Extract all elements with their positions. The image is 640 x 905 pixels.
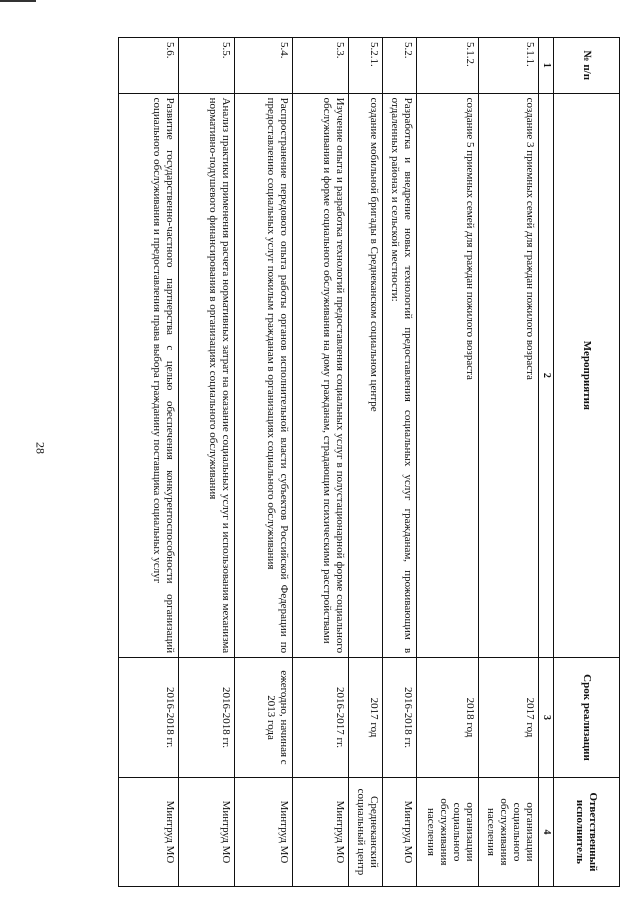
table-row (293, 38, 349, 887)
page-number: 28 (33, 442, 48, 454)
column-index: 1 (539, 38, 554, 94)
table-row (349, 38, 383, 887)
top-edge-line (0, 0, 36, 2)
header-executor: Ответственный исполнитель (554, 777, 620, 886)
table-row (417, 38, 479, 887)
row-term: ежегодно, начиная с 2013 года (235, 658, 293, 778)
row-term: 2016-2018 гг. (119, 658, 179, 778)
row-executor: организации социального обслуживания населения (479, 777, 539, 886)
row-event: Разработка и внедрение новых технологий предоставления социальных услуг гражданам, проживающим в отдаленных районах и сельской местности: (383, 93, 417, 658)
table-row (119, 38, 179, 887)
header-term: Срок реализации (554, 658, 620, 778)
column-index: 3 (539, 658, 554, 778)
row-term: 2018 год (417, 658, 479, 778)
row-number: 5.5. (179, 38, 235, 94)
row-executor: Минтруд МО (383, 777, 417, 886)
row-term: 2016-2018 гг. (383, 658, 417, 778)
row-event: Анализ практики применения расчета нормативных затрат на оказание социальных услуг и использования механизма нормативно-подушевого финансирования в организациях социального обслуживания (179, 93, 235, 658)
table-row (383, 38, 417, 887)
table-header-row (554, 38, 620, 887)
row-term: 2016-2018 гг. (179, 658, 235, 778)
row-number: 5.4. (235, 38, 293, 94)
row-event: создание мобильной бригады в Среднеканском социальном центре (349, 93, 383, 658)
measures-table-container (90, 37, 620, 887)
column-index-row (539, 38, 554, 887)
row-term: 2017 год (479, 658, 539, 778)
row-event: Развитие государственно-частного партнерства с целью обеспечения конкурентоспособности организаций социального обслуживания и предоставления права выбора гражданину поставщика социальных услуг (119, 93, 179, 658)
table-row (179, 38, 235, 887)
header-number: № п/п (554, 38, 620, 94)
row-executor: Минтруд МО (119, 777, 179, 886)
row-executor: Среднеканский социальный центр (349, 777, 383, 886)
column-index: 2 (539, 93, 554, 658)
row-number: 5.3. (293, 38, 349, 94)
row-number: 5.1.2. (417, 38, 479, 94)
row-event: создание 5 приемных семей для граждан пожилого возраста (417, 93, 479, 658)
row-executor: Минтруд МО (235, 777, 293, 886)
header-events: Мероприятия (554, 93, 620, 658)
row-event: создание 3 приемных семей для граждан пожилого возраста (479, 93, 539, 658)
row-executor: организации социального обслуживания населения (417, 777, 479, 886)
row-term: 2016-2017 гг. (293, 658, 349, 778)
row-event: Изучение опыта и разработка технологий предоставления социальных услуг в полустационарной форме социального обслуживания и форме социального обслуживания на дому гражданам, страдающим психическими расстройствами (293, 93, 349, 658)
column-index: 4 (539, 777, 554, 886)
row-term: 2017 год (349, 658, 383, 778)
row-event: Распространение передового опыта работы органов исполнительной власти субъектов Российской Федерации по предоставлению социальных услуг пожилым гражданам в организациях социального обслуживания (235, 93, 293, 658)
table-row (235, 38, 293, 887)
row-number: 5.1.1. (479, 38, 539, 94)
row-number: 5.2. (383, 38, 417, 94)
row-number: 5.6. (119, 38, 179, 94)
row-number: 5.2.1. (349, 38, 383, 94)
table-row (479, 38, 539, 887)
row-executor: Минтруд МО (293, 777, 349, 886)
measures-table (118, 37, 620, 887)
row-executor: Минтруд МО (179, 777, 235, 886)
